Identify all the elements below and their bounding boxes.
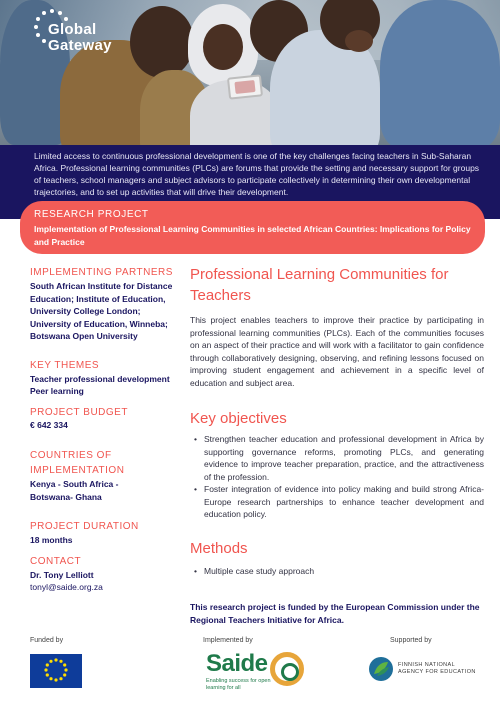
implemented-by-label: Implemented by xyxy=(203,637,253,644)
objective-item: • Foster integration of evidence into policy making and build strong Africa-Europe research partnerships to enhance teacher development and education policy. xyxy=(190,483,484,521)
partners-heading: IMPLEMENTING PARTNERS xyxy=(30,267,173,278)
section-title-objectives: Key objectives xyxy=(190,410,287,427)
funding-statement: This research project is funded by the European Commission under the Regional Teachers Initiative for Africa. xyxy=(190,602,480,625)
leaf-mark-icon xyxy=(368,656,394,682)
saide-wordmark: Saide xyxy=(206,650,268,677)
supported-by-label: Supported by xyxy=(390,637,432,644)
funded-by-label: Funded by xyxy=(30,637,64,644)
theme-item: Peer learning xyxy=(30,386,84,396)
countries-heading: COUNTRIES OF IMPLEMENTATION xyxy=(30,450,125,476)
contact-name: Dr. Tony Lelliott xyxy=(30,569,94,580)
research-project-title: Implementation of Professional Learning Communities in selected African Countries: Implications for Policy and Practice xyxy=(34,224,471,247)
hero-photo xyxy=(0,0,500,145)
duration-value: 18 months xyxy=(30,535,73,545)
section-title-plc: Professional Learning Communities for Teachers xyxy=(190,266,449,304)
student-figure xyxy=(380,0,500,145)
research-project-banner xyxy=(20,201,485,254)
theme-item: Teacher professional development xyxy=(30,373,170,384)
countries-value: Kenya - South Africa - Botswana- Ghana xyxy=(30,479,119,502)
method-item: • Multiple case study approach xyxy=(190,565,484,578)
brand-line-1: Global xyxy=(48,21,97,38)
saide-tagline: Enabling success for open learning for all xyxy=(206,678,271,691)
objective-item: • Strengthen teacher education and professional development in Africa by supporting governance reforms, promoting PLCs, and generating evidence to improve teacher preparation, practice, and the attractiveness of the profession. xyxy=(190,433,484,483)
project-facts-sidebar xyxy=(30,266,180,594)
brand-line-2: Gateway xyxy=(48,37,112,54)
eu-stars-icon xyxy=(30,654,82,688)
objectives-list xyxy=(190,433,484,521)
section-body-plc: This project enables teachers to improve their practice by participating in professional learning communities (PLCs). Each of the communities focuses on an aspect of their practice and will work with a facilitator to gain confidence through collaboratively designing, observing, and refining lessons focused on improving student engagement and achievement in a specific level of education and subject area. xyxy=(190,315,484,388)
research-project-label: RESEARCH PROJECT xyxy=(34,209,149,220)
student-head xyxy=(130,6,194,78)
student-hand xyxy=(345,30,373,52)
themes-heading: KEY THEMES xyxy=(30,359,100,371)
partners-value: South African Institute for Distance Education; Institute of Education, University College London; University of Education, Winneba; Botswana Open University xyxy=(30,281,173,341)
budget-heading: PROJECT BUDGET xyxy=(30,406,128,418)
phone-in-photo xyxy=(227,74,263,99)
student-face xyxy=(203,24,243,70)
contact-email-link[interactable]: tonyl@saide.org.za xyxy=(30,582,103,592)
support-org-name: FINNISH NATIONAL AGENCY FOR EDUCATION xyxy=(398,662,476,675)
main-content xyxy=(190,264,484,577)
eu-flag-logo xyxy=(30,654,82,688)
budget-value: € 642 334 xyxy=(30,419,68,430)
duration-heading: PROJECT DURATION xyxy=(30,521,139,532)
contact-heading: CONTACT xyxy=(30,555,82,567)
intro-text: Limited access to continuous professional development is one of the key challenges facing teachers in Sub-Saharan Africa. Professional learning communities (PLCs) are forums that provide the setting and necessary support for groups of teachers, school managers and subject advisors to participate collectively in determining their own developmental trajectories, and to set up activities that will drive their development. xyxy=(34,151,480,197)
section-title-methods: Methods xyxy=(190,539,248,557)
methods-list xyxy=(190,565,484,578)
